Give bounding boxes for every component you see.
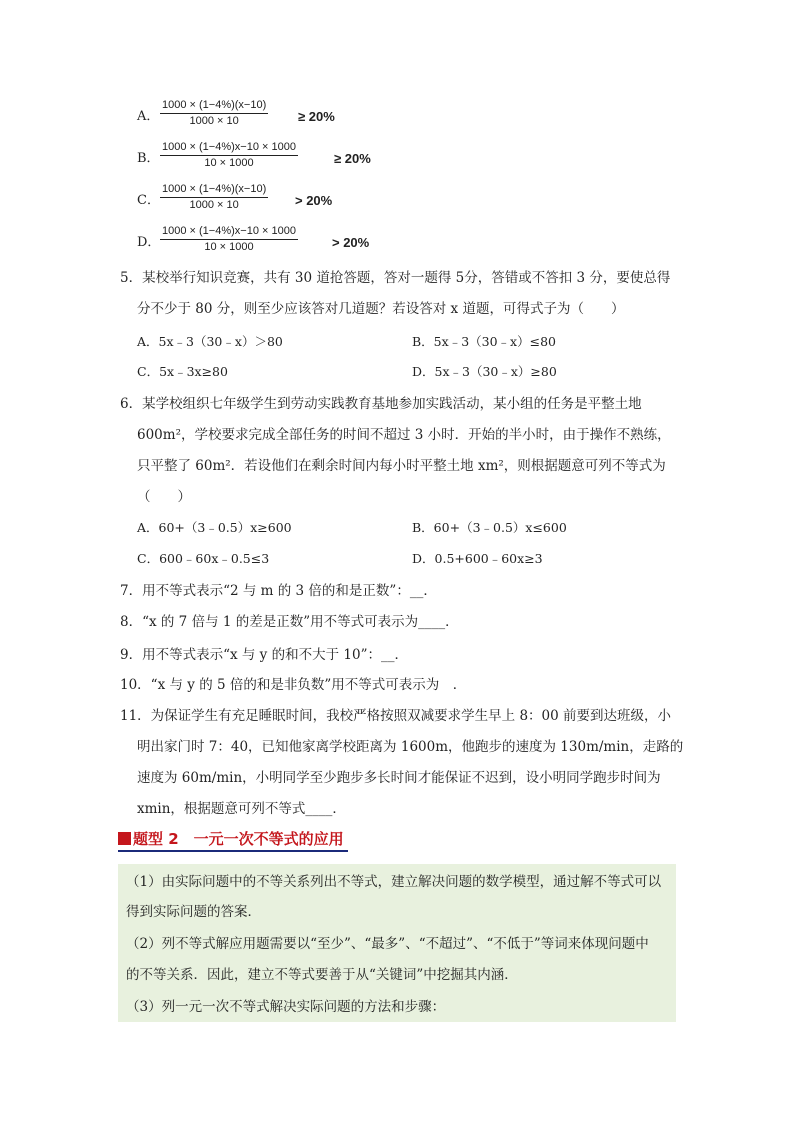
relation: > 20%	[332, 235, 370, 250]
choice-b: B．5x﹣3（30﹣x）≤80	[412, 334, 556, 349]
question-text: xmin，根据题意可列不等式____．	[137, 801, 346, 817]
question-8: 8．“x 的 7 倍与 1 的差是正数”用不等式可表示为____．	[120, 614, 459, 630]
option-letter: D．	[137, 235, 161, 250]
summary-paragraph-3: （3）列一元一次不等式解决实际问题的方法和步骤：	[126, 999, 446, 1015]
question-text: 600m²，学校要求完成全部任务的时间不超过 3 小时．开始的半小时，由于操作不熟练，	[137, 427, 671, 443]
summary-box	[118, 864, 676, 1022]
question-9: 9．用不等式表示“x 与 y 的和不大于 10”：__．	[120, 647, 408, 663]
summary-paragraph-1-cont: 得到实际问题的答案．	[126, 904, 261, 920]
choice-a: A．5x﹣3（30﹣x）＞80	[137, 334, 283, 349]
option-letter: C．	[137, 193, 160, 208]
denominator: 10 × 1000	[204, 157, 254, 169]
summary-paragraph-2: （2）列不等式解应用题需要以“至少”、“最多”、“不超过”、“不低于”等词来体现问题中	[126, 936, 649, 952]
section-title: 题型 2 一元一次不等式的应用	[133, 830, 344, 848]
fraction	[160, 140, 298, 171]
fraction	[160, 182, 268, 213]
denominator: 1000 × 10	[189, 115, 239, 127]
option-letter: A．	[137, 109, 160, 124]
choice-a: A．60+（3﹣0.5）x≥600	[137, 520, 292, 535]
numerator: 1000 × (1−4%)(x−10)	[160, 182, 268, 198]
fraction	[160, 98, 268, 129]
choice-d: D．0.5+600﹣60x≥3	[412, 551, 543, 566]
denominator: 10 × 1000	[204, 241, 254, 253]
summary-paragraph-2-cont: 的不等关系．因此，建立不等式要善于从“关键词”中挖掘其内涵．	[126, 967, 518, 983]
choice-b: B．60+（3﹣0.5）x≤600	[412, 520, 567, 535]
denominator: 1000 × 10	[189, 199, 239, 211]
section-underline	[118, 850, 348, 852]
relation: > 20%	[295, 193, 333, 208]
question-text: 速度为 60m/min，小明同学至少跑步多长时间才能保证不迟到，设小明同学跑步时间为	[137, 770, 661, 786]
question-text: 5．某校举行知识竞赛，共有 30 道抢答题，答对一题得 5分，答错或不答扣 3 分，要使总得	[120, 270, 671, 286]
choice-c: C．600﹣60x﹣0.5≤3	[137, 551, 270, 566]
section-marker	[118, 832, 131, 845]
choice-d: D．5x﹣3（30﹣x）≥80	[412, 364, 557, 379]
fraction	[160, 224, 298, 255]
choice-c: C．5x﹣3x≥80	[137, 364, 228, 379]
numerator: 1000 × (1−4%)x−10 × 1000	[160, 224, 298, 240]
question-text: 明出家门时 7：40，已知他家离学校距离为 1600m，他跑步的速度为 130m/min，走路的	[137, 739, 684, 755]
numerator: 1000 × (1−4%)(x−10)	[160, 98, 268, 114]
question-10: 10．“x 与 y 的 5 倍的和是非负数”用不等式可表示为 ．	[120, 677, 467, 693]
numerator: 1000 × (1−4%)x−10 × 1000	[160, 140, 298, 156]
summary-paragraph-1: （1）由实际问题中的不等关系列出不等式，建立解决问题的数学模型，通过解不等式可以	[126, 874, 662, 890]
question-text: 只平整了 60m²．若设他们在剩余时间内每小时平整土地 xm²，则根据题意可列不等式为	[137, 458, 666, 474]
answer-parentheses: （ ）	[137, 489, 191, 505]
question-text: 6．某学校组织七年级学生到劳动实践教育基地参加实践活动，某小组的任务是平整土地	[120, 396, 642, 412]
question-text: 分不少于 80 分，则至少应该答对几道题？若设答对 x 道题，可得式子为（ ）	[137, 301, 625, 317]
question-text: 11．为保证学生有充足睡眠时间，我校严格按照双减要求学生早上 8：00 前要到达班级，小	[120, 708, 672, 724]
question-7: 7．用不等式表示“2 与 m 的 3 倍的和是正数”：__．	[120, 583, 437, 599]
relation: ≥ 20%	[298, 109, 335, 124]
relation: ≥ 20%	[334, 151, 371, 166]
section-heading	[118, 828, 678, 850]
option-letter: B．	[137, 151, 160, 166]
